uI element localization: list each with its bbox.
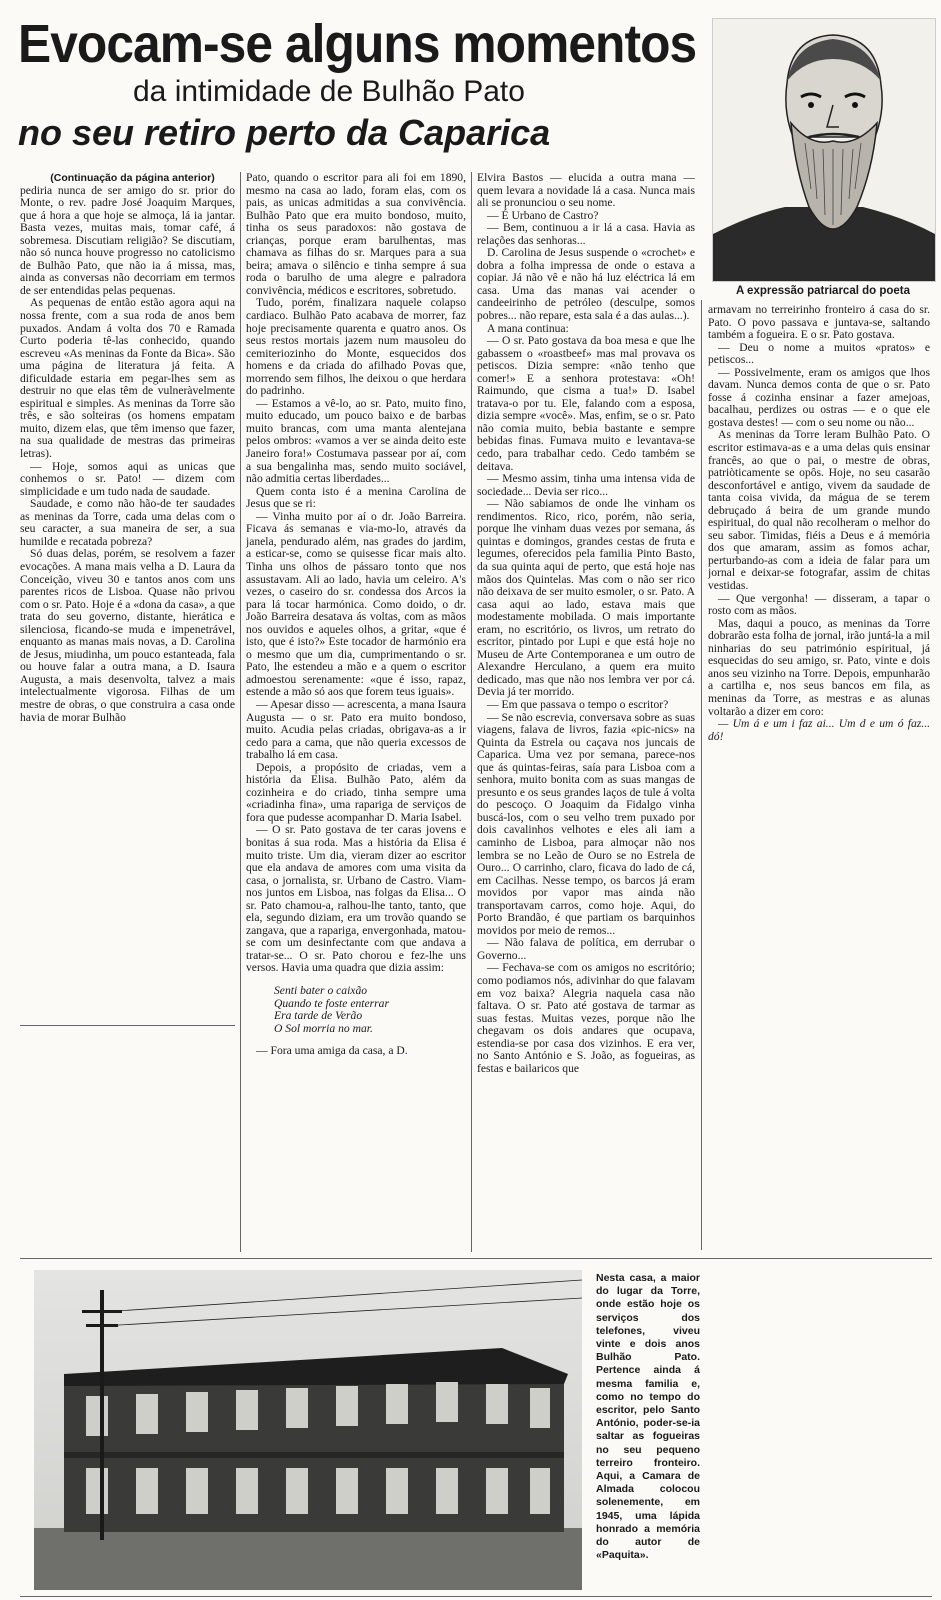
poem-line: Era tarde de Verão — [274, 1009, 363, 1023]
poem-quatrain — [274, 985, 466, 1035]
portrait-caption: A expressão patriarcal do poeta — [735, 285, 911, 297]
paragraph: — Que vergonha! — disseram, a tapar o rosto com as mãos. — [708, 591, 930, 618]
paragraph: — Possivelmente, eram os amigos que lhos davam. Nunca demos conta de que o sr. Pato fosse á cozinha ensinar a fazer amejoas, bacalhau, perdizes ou ostras — e o que ele gostava destes! — com o seu nome ou não... — [708, 365, 930, 429]
paragraph: D. Carolina de Jesus suspende o «crochet» e dobra a folha impressa de onde o estava a copiar. Já não vê e não há luz eléctrica lá em casa. Uma das manas vai acender o candeeirinho de petróleo (desculpe, somos pobres... não repare, esta sala é a das aulas...). — [477, 246, 695, 323]
continuation-note: (Continuação da página anterior) — [50, 172, 215, 184]
photo-top-rule — [20, 1258, 932, 1259]
paragraph: — Apesar disso — acrescenta, a mana Isaura Augusta — o sr. Pato era muito bondoso, muito. Acudia pelas criadas, obrigava-as a ir cedo para a cama, que não queria excessos de trabalho lá em casa. — [246, 697, 466, 762]
paragraph: — Um á e um i faz ai... Um d e um ó faz... dó! — [708, 717, 930, 743]
column-divider — [471, 172, 472, 1252]
paragraph: Saudade, e como não hão-de ter saudades as meninas da Torre, cada uma delas com o seu caracter, a sua maneira de ser, a sua humilde e recatada pobreza? — [20, 497, 235, 548]
photo-caption: Nesta casa, a maior do lugar da Torre, onde estão hoje os serviços dos telefones, viveu vinte e dois anos Bulhão Pato. Pertence ainda á mesma familia e, como no tempo do escritor, pelo Santo António, poder-se-ia saltar as fogueiras no seu pequeno terreiro fronteiro. Aqui, a Camara de Almada colocou solenemente, em 1945, uma lápida honrado a memória do autor de «Paquita». — [596, 1272, 700, 1562]
paragraph: — O sr. Pato gostava de ter caras jovens e bonitas á sua roda. Mas a história da Elisa é muito triste. Um dia, vieram dizer ao escritor que ela andava de amores com uma visita da casa, o jornalista, sr. Urbano de Castro. Viam-nos juntos em Lisboa, nas folgas da Elisa... O sr. Pato chamou-a, ralhou-lhe tanto, tanto, que ela, segundo diziam, era um trovão quando se zangava, que a rapariga, envergonhada, matou-se com um desinfectante com que andava a tratar-se... O sr. Pato chorou e fez-lhe uns versos. Havia uma quadra que dizia assim: — [246, 823, 466, 975]
column-1-end-rule — [20, 1025, 235, 1026]
paragraph: — Em que passava o tempo o escritor? — [487, 697, 669, 711]
poet-portrait — [712, 18, 936, 282]
headline-line-1: Evocam-se alguns momentos — [18, 14, 697, 74]
headline-line-2: da intimidade de Bulhão Pato — [133, 75, 525, 108]
column-divider — [240, 172, 241, 1252]
portrait-illustration — [713, 19, 935, 281]
paragraph: Depois, a propósito de criadas, vem a história da Elisa. Bulhão Pato, além da cozinheira e do criado, tinha sempre uma «criadinha fina», uma rapariga de serviços de fora que pudesse acompanhar D. Maria Isabel. — [246, 760, 466, 824]
page-bottom-rule — [20, 1596, 932, 1597]
article-column-1 — [20, 172, 235, 1022]
paragraph: Quem conta isto é a menina Carolina de Jesus que se ri: — [246, 484, 466, 511]
paragraph: Mas, daqui a pouco, as meninas da Torre dobrarão esta folha de jornal, irão juntá-la a mil ninharias do seu património espiritual, já esquecidas do seu amigo, sr. Pato, vinte e dois anos seu vizinho na Torre. Depois, empunharão a cartilha e, nos seus bancos em fila, as meninas da Torre, as mestras e as alunas voltarão a dizer em coro: — [708, 616, 930, 718]
poem-line: Quando te foste enterrar — [274, 996, 389, 1010]
paragraph: armavam no terreirinho fronteiro á casa do sr. Pato. O povo passava e juntava-se, saltando também a fogueira. E o sr. Pato gostava. — [708, 304, 930, 342]
paragraph: pediria nunca de ser amigo do sr. prior do Monte, o rev. padre José Joaquim Marques, que á hora a que hoje se almoça, lá ia jantar. Basta vezes, muitas mais, tomar café, á sobremesa. Discutiam religião? Se discutiam, não só nunca houve progresso no catolicismo de Bulhão Pato, que não ia á missa, mas, ainda as conversas não decorriam em termos de ser entendidas pelas pequenas. — [20, 183, 235, 297]
paragraph: — Não falava de política, em derrubar o Governo... — [477, 936, 695, 962]
paragraph: — Deu o nome a muitos «pratos» e petiscos... — [708, 340, 930, 367]
house-photograph — [34, 1270, 582, 1590]
house-illustration — [34, 1270, 582, 1590]
headline — [18, 14, 718, 156]
paragraph: — Hoje, somos aqui as unicas que conhemos o sr. Pato! — dizem com simplicidade e um tudo nada de saudade. — [20, 459, 235, 498]
paragraph: — Não sabiamos de onde lhe vinham os rendimentos. Rico, rico, porém, não seria, porque lhe vinham duas vezes por semana, ás quintas e domingos, grandes cestas de fruta e legumes, oferecidos pela familia Pinto Basto, da sua quinta aqui de perto, que está hoje nas mãos dos Quintelas. Mas com o não ser rico não deixava de ser muito esmoler, o sr. Pato. A casa aqui ao lado, estava mais que modestamente mobilada. O mais importante eram, no escritório, os livros, um retrato do escritor, pintado por Lupi e que está hoje no Museu de Arte Contemporanea e um outro de Alexandre Herculano, a quem era muito dedicado, mas que não nos lembra ver por cá. Devia já ter morrido. — [477, 497, 695, 699]
paragraph: Pato, quando o escritor para ali foi em 1890, mesmo na casa ao lado, foram elas, com os pais, as unicas admitidas a sua convivência. Bulhão Pato que era muito bondoso, muito, tinha os seus paradoxos: não gostava de crianças, porque eram barulhentas, mas chamava as filhas do sr. Marques para a sua beira; amava o silêncio e tinha sempre á sua roda o barulho de uma alegre e palradora convivência, médicos e escritores, sobretudo. — [246, 172, 466, 297]
column-divider — [701, 300, 702, 1250]
paragraph: — Bem, continuou a ir lá a casa. Havia as relações das senhoras... — [477, 221, 695, 247]
paragraph: — O sr. Pato gostava da boa mesa e que lhe gabassem o «roastbeef» mas mal provava os petiscos. Dizia sempre: «não tenho que comer!» E a senhora protestava: «Oh! Raimundo, que cisma a tua!» D. Isabel tratava-o por tu. Ele, falando com a esposa, dizia sempre «você». Mas, enfim, se o sr. Pato não comia muito, bebia bastante e sempre bebidas finas. Fumava muito e levantava-se cedo, para trabalhar cedo. Cedo também se deitava. — [477, 334, 695, 473]
article-column-2 — [246, 172, 466, 1252]
poem-line: Senti bater o caixão — [274, 984, 368, 997]
paragraph: — Estamos a vê-lo, ao sr. Pato, muito fino, muito educado, um pouco baixo e de barbas muito brancas, com uma manta alentejana pelos ombros: «vamos a ver se ainda deito este Janeiro fora!» Costumava passear por aí, com a sua bengalinha mas, sendo muito sociável, não admitia certas liberdades... — [246, 396, 466, 486]
paragraph: Tudo, porém, finalizara naquele colapso cardiaco. Bulhão Pato acabava de morrer, faz hoje precisamente quarenta e quatro anos. Os seus restos mortais jazem num mausoleu do cemiteriozinho do Monte, esquecidos dos homens e da criada do afilhado Povas que, morrendo sem filhos, lhe deixou o que herdara do padrinho. — [246, 296, 466, 398]
article-column-4 — [708, 304, 930, 824]
paragraph: — Mesmo assim, tinha uma intensa vida de sociedade... Devia ser rico... — [477, 472, 695, 498]
article-column-3 — [477, 172, 695, 1252]
paragraph: — Se não escrevia, conversava sobre as suas viagens, falava de livros, fazia «pic-nics» na Quinta da Estrela ou caçava nos juncais de Caparica. Uma vez por semana, parece-nos que ás quintas-feiras, saía para Lisboa com a senhora, muito bonita com as suas mangas de presunto e os seus grandes laços de tule á volta do pescoço. O Joaquim da Fidalgo vinha buscá-los, com o seu velho trem puxado por dois cavalinhos velhotes e eles ali iam a caminho de Lisboa, para almoçar não nos lembra se no Leão de Ouro se no Estrela de Ouro... O carrinho, claro, ficava do lado de cá, em Cacilhas. Nesse tempo, os barcos já eram movidos por vapor mas ainda não transportavam carros, como hoje. Aqui, do Porto Brandão, é que partiam os barquinhos movidos por meio de remos... — [477, 710, 695, 937]
paragraph: Só duas delas, porém, se resolvem a fazer evocações. A mana mais velha a D. Laura da Conceição, viveu 30 e tantos anos com uns parentes ricos de Lisboa. Quase não privou com o sr. Pato. Hoje é a «dona da casa», a que trata do seu governo, distante, hierática e silenciosa, ficando-se muda e impenetrável, enquanto as manas mais novas, a D. Carolina de Jesus, miudinha, um pouco estanteada, fala ou houve falar a outra mana, a D. Isaura Augusta, a mais desenvolta, talvez a mais intelectualmente vigorosa. Filhas de um mestre de obras, o que construira a casa onde havia de morar Bulhão — [20, 547, 235, 724]
headline-line-3: no seu retiro perto da Caparica — [18, 112, 551, 153]
paragraph: — Fora uma amiga da casa, a D. — [256, 1044, 408, 1058]
paragraph: As pequenas de então estão agora aqui na nossa frente, com a sua roda de anos bem puxados. Andam á volta dos 70 e Ramada Curto poderia tê-las conhecido, quando escreveu «As meninas da Fonte da Bica». São uma página de literatura já feita. A dificuldade estaria em pegar-lhes sem as destruir no que elas têm de vulneràvelmente espiritual e simples. As meninas da Torre são três, e são solteiras (os homens empatam muito, dizem elas, que têm imenso que fazer, na sua qualidade de mestras das primeiras letras). — [20, 296, 235, 461]
paragraph: As meninas da Torre leram Bulhão Pato. O escritor estimava-as e a uma delas quis ensinar francês, ao que o pai, o mestre de obras, patriòticamente se opôs. Hoje, no seu casarão desconfortável e antigo, vivem da saudade de tanta coisa vivida, da mágua de se terem debruçado á beira de um grande mundo espiritual, do qual não recolheram o melhor do seu sabor. Timidas, fiéis a Deus e á memória dos que amaram, assim as fomos achar, perturbando-as com a ideia de falar para um jornal e deixar-se fotografar, assim de chitas vestidas. — [708, 428, 930, 593]
paragraph: Elvira Bastos — elucida a outra mana — quem levara a novidade lá a casa. Nunca mais ali se pronunciou o seu nome. — [477, 172, 695, 210]
paragraph: — Vinha muito por aí o dr. João Barreira. Ficava ás semanas e via-mo-lo, através da janela, pendurado além, nas grades do jardim, a esticar-se, como se quisesse ficar mais alto. Tinha uns olhos de pássaro tonto que nos assustavam. Ali ao lado, havia um celeiro. A's vezes, o caseiro do sr. condessa dos Arcos ia para lá tocar harmónica. Como doido, o dr. João Barreira desatava ás voltas, com as mãos nos ouvidos e aqueles olhos, a gritar, «que é isto, que é isto?» Este tocador de harmónio era o mesmo que um dia, cumprimentando o sr. Pato, lhe estendeu a mão e a quem o escritor admoestou serenamente: «que é isso, rapaz, estende a mão só aos que forem teus iguais». — [246, 509, 466, 699]
paragraph: — Fechava-se com os amigos no escritório; como podiamos nós, adivinhar do que falavam em voz baixa? Alegria naquela casa não faltava. O sr. Pato até gostava de tarmar as suas festas. Muitas vezes, porque não lhe chegavam os dois andares que ocupava, estendia-se por casa dos vizinhos. E era ver, no Santo António e S. João, as fogueiras, as festas e bailaricos que — [477, 961, 695, 1075]
poem-line: O Sol morria no mar. — [274, 1021, 373, 1035]
paragraph: — É Urbano de Castro? — [487, 208, 599, 222]
paragraph: A mana continua: — [487, 321, 569, 335]
